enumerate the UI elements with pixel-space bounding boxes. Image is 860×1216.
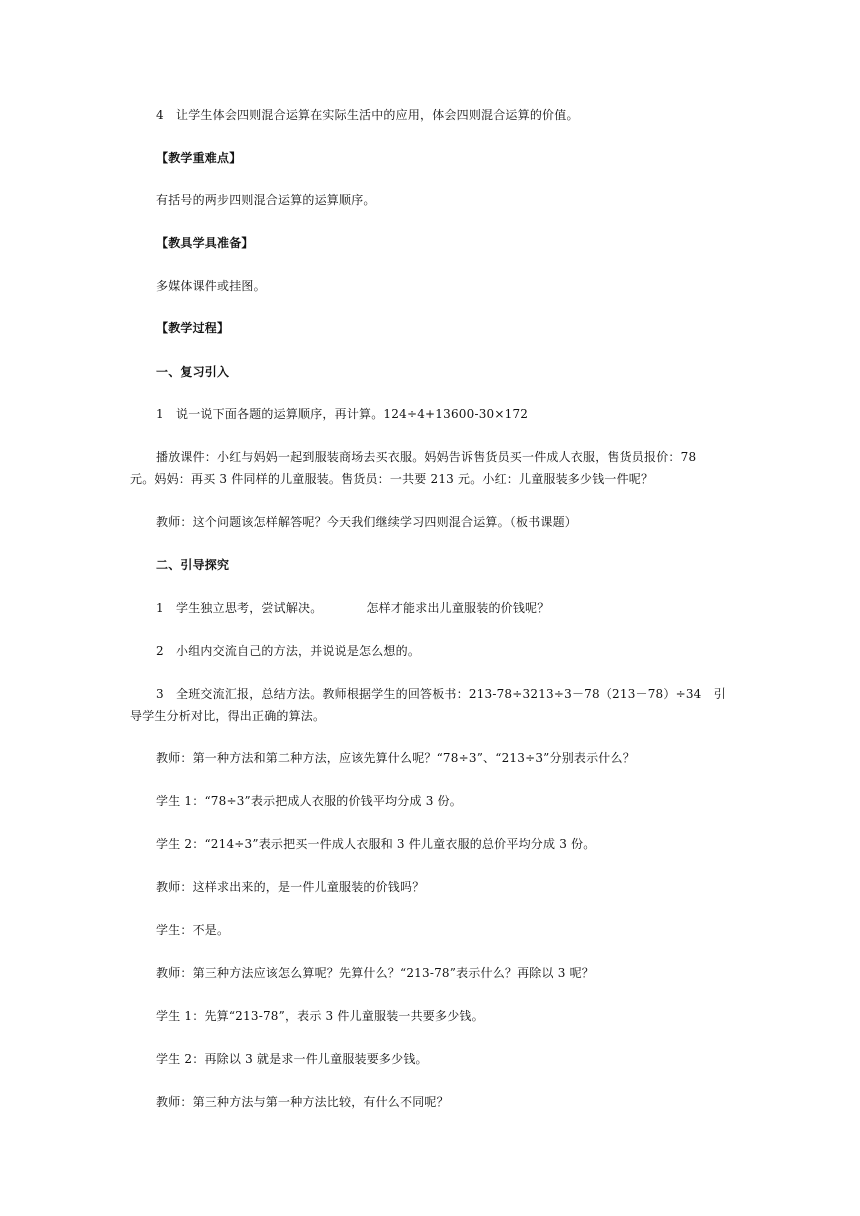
paragraph-text: 多媒体课件或挂图。 bbox=[156, 279, 266, 293]
paragraph-text: 学生 2：再除以 3 就是求一件儿童服装要多少钱。 bbox=[156, 1052, 428, 1066]
paragraph-text: 元。妈妈：再买 3 件同样的儿童服装。售货员：一共要 213 元。小红：儿童服装多少钱一件呢？ bbox=[130, 472, 654, 486]
paragraph-text: 学生 1：先算“213-78”，表示 3 件儿童服装一共要多少钱。 bbox=[156, 1009, 484, 1023]
heading-guided-exploration bbox=[130, 555, 735, 576]
paragraph-courseware-line2 bbox=[130, 469, 735, 490]
heading-text: 【教具学具准备】 bbox=[156, 236, 254, 250]
heading-text: 二、引导探究 bbox=[156, 558, 230, 572]
paragraph-text: 3 全班交流汇报，总结方法。教师根据学生的回答板书：213-78÷3213÷3－78（213－78）÷34 引 bbox=[156, 687, 726, 701]
paragraph-courseware-line1 bbox=[130, 447, 735, 468]
paragraph-objective-4 bbox=[130, 105, 735, 126]
paragraph-review-1 bbox=[130, 404, 735, 425]
paragraph-explore-1 bbox=[130, 598, 735, 619]
paragraph-teacher-q4 bbox=[130, 1092, 735, 1113]
paragraph-explore-3-line1 bbox=[130, 684, 735, 705]
paragraph-text: 教师：这样求出来的，是一件儿童服装的价钱吗？ bbox=[156, 880, 425, 894]
paragraph-materials bbox=[130, 276, 735, 297]
paragraph-text: 1 说一说下面各题的运算顺序，再计算。124÷4+13600-30×172 bbox=[156, 407, 529, 421]
paragraph-teacher-q2 bbox=[130, 877, 735, 898]
paragraph-student2-a3 bbox=[130, 1049, 735, 1070]
heading-review-intro bbox=[130, 362, 735, 383]
paragraph-explore-2 bbox=[130, 641, 735, 662]
paragraph-key-difficulties bbox=[130, 190, 735, 211]
paragraph-text: 导学生分析对比，得出正确的算法。 bbox=[130, 709, 326, 723]
paragraph-teacher-intro bbox=[130, 512, 735, 533]
paragraph-teacher-q1 bbox=[130, 748, 735, 769]
paragraph-text: 学生：不是。 bbox=[156, 923, 230, 937]
paragraph-text: 有括号的两步四则混合运算的运算顺序。 bbox=[156, 193, 376, 207]
paragraph-student-a2 bbox=[130, 920, 735, 941]
paragraph-student2-a1 bbox=[130, 834, 735, 855]
paragraph-text: 教师：第三种方法应该怎么算呢？先算什么？“213-78”表示什么？再除以 3 呢？ bbox=[156, 966, 594, 980]
paragraph-text-question: 怎样才能求出儿童服装的价钱呢？ bbox=[366, 601, 550, 615]
heading-key-difficulties bbox=[130, 148, 735, 169]
heading-text: 【教学重难点】 bbox=[156, 151, 242, 165]
paragraph-text: 4 让学生体会四则混合运算在实际生活中的应用，体会四则混合运算的价值。 bbox=[156, 108, 579, 122]
paragraph-text: 播放课件：小红与妈妈一起到服装商场去买衣服。妈妈告诉售货员买一件成人衣服，售货员报价：78 bbox=[156, 450, 697, 464]
paragraph-teacher-q3 bbox=[130, 963, 735, 984]
paragraph-text: 学生 2：“214÷3”表示把买一件成人衣服和 3 件儿童衣服的总价平均分成 3 份。 bbox=[156, 837, 596, 851]
heading-text: 【教学过程】 bbox=[156, 321, 230, 335]
heading-process bbox=[130, 318, 735, 339]
paragraph-text: 教师：第一种方法和第二种方法，应该先算什么呢？“78÷3”、“213÷3”分别表示什么？ bbox=[156, 751, 635, 765]
paragraph-text: 教师：这个问题该怎样解答呢？今天我们继续学习四则混合运算。（板书课题） bbox=[156, 515, 578, 529]
paragraph-text: 教师：第三种方法与第一种方法比较，有什么不同呢？ bbox=[156, 1095, 449, 1109]
paragraph-text: 1 学生独立思考，尝试解决。 bbox=[156, 601, 323, 615]
heading-materials bbox=[130, 233, 735, 254]
paragraph-student1-a1 bbox=[130, 791, 735, 812]
heading-text: 一、复习引入 bbox=[156, 365, 230, 379]
paragraph-student1-a3 bbox=[130, 1006, 735, 1027]
paragraph-explore-3-line2 bbox=[130, 706, 735, 727]
paragraph-text: 2 小组内交流自己的方法，并说说是怎么想的。 bbox=[156, 644, 421, 658]
paragraph-text: 学生 1：“78÷3”表示把成人衣服的价钱平均分成 3 份。 bbox=[156, 794, 462, 808]
